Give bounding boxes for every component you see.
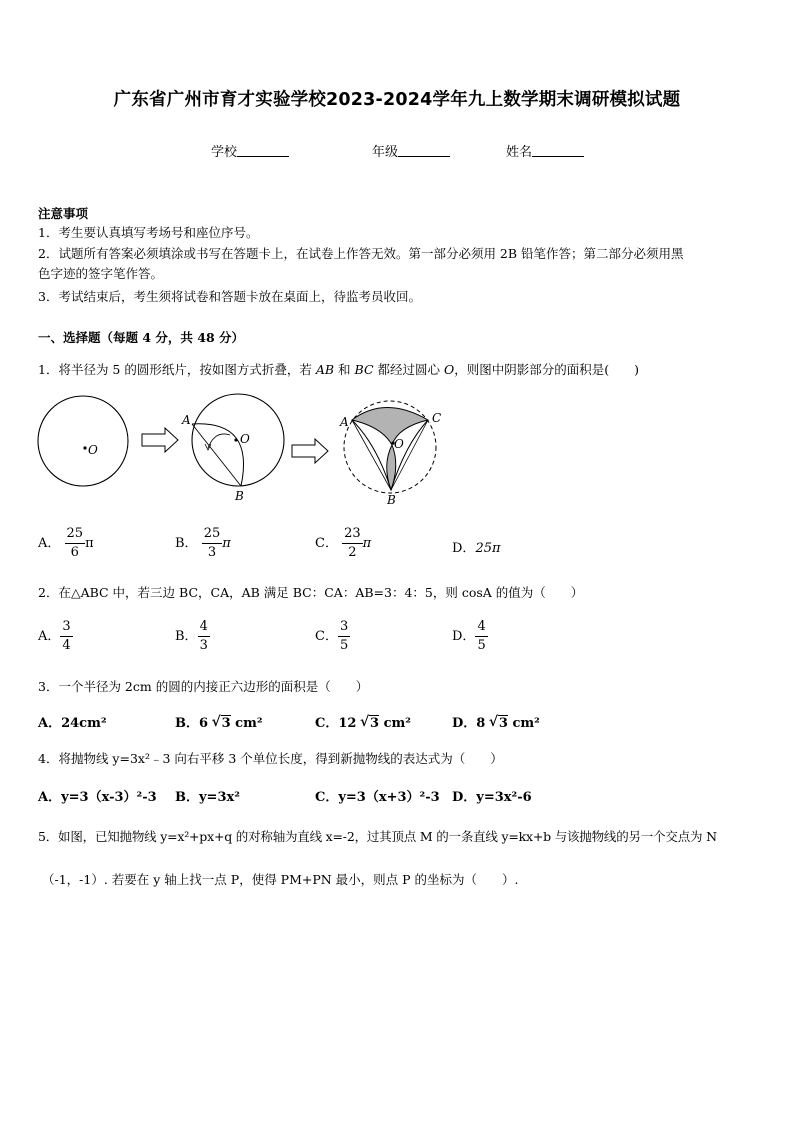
q2-option-d[interactable] <box>452 618 488 655</box>
q1-text-post: 都经过圆心 <box>377 362 441 377</box>
sqrt-symbol: √ 3 <box>490 716 508 731</box>
q5-stem-line2: （-1，-1）. 若要在 y 轴上找一点 P，使得 PM+PN 最小，则点 P 的坐标为（ ）. <box>42 872 519 887</box>
q1-option-d[interactable] <box>452 537 501 556</box>
option-coef: 8 <box>476 716 486 731</box>
option-coef: 12 <box>338 716 357 731</box>
q3-option-b[interactable] <box>175 712 263 731</box>
option-value: 24cm² <box>61 716 107 731</box>
sqrt-symbol: √ 3 <box>213 716 231 731</box>
option-label: D． <box>452 790 477 805</box>
fraction: $\frac{4}{3}$ <box>199 619 208 653</box>
fig-label-a3: A <box>340 415 349 429</box>
fig-shaded-top <box>352 408 428 446</box>
q3-option-c[interactable] <box>315 712 411 731</box>
option-value: y=3x² <box>199 790 240 805</box>
option-coef: 6 <box>199 716 209 731</box>
option-label: D． <box>452 541 476 556</box>
q1-arc-bc: BC <box>354 362 374 377</box>
fraction: $\frac{25}{6}$ <box>66 526 84 560</box>
q1-option-c[interactable] <box>315 525 371 562</box>
school-field <box>211 141 289 160</box>
fig-arrow-1 <box>142 428 178 452</box>
option-label: C． <box>315 629 338 644</box>
q1-text-end: ，则图中阴影部分的面积是( ) <box>454 362 640 377</box>
fig-label-c3: C <box>432 411 442 425</box>
option-label: D． <box>452 629 476 644</box>
q2-option-a[interactable] <box>38 618 73 655</box>
option-label: A． <box>38 790 62 805</box>
q1-arc-ab: AB <box>315 362 335 377</box>
q3-stem: 3．一个半径为 2cm 的圆的内接正六边形的面积是（ ） <box>38 679 369 694</box>
notice-item-3: 3．考试结束后，考生须将试卷和答题卡放在桌面上，待监考员收回。 <box>38 289 421 304</box>
option-label: A． <box>38 716 62 731</box>
q1-text-pre: 1．将半径为 5 的圆形纸片，按如图方式折叠，若 <box>38 362 312 377</box>
option-label: B． <box>175 536 198 551</box>
option-label: B． <box>175 716 199 731</box>
sqrt-symbol: √ 3 <box>361 716 379 731</box>
fraction: $\frac{25}{3}$ <box>203 526 221 560</box>
option-unit: cm² <box>383 716 411 731</box>
option-value: 25π <box>475 541 501 556</box>
fig-arrow-2 <box>292 439 328 463</box>
fig-fold-hint <box>208 434 230 448</box>
grade-blank <box>398 144 450 157</box>
q1-option-b[interactable] <box>175 525 231 562</box>
fig-label-b3: B <box>387 493 396 507</box>
fig-label-o2: O <box>240 432 250 446</box>
q2-option-c[interactable] <box>315 618 350 655</box>
school-label: 学校 <box>211 145 238 160</box>
option-value: y=3（x+3）²-3 <box>338 790 440 805</box>
fig-center-dot <box>83 446 86 449</box>
q1-center-label: O <box>444 362 455 377</box>
grade-field <box>372 141 450 160</box>
fig-label-b2: B <box>235 489 244 503</box>
notice-heading: 注意事项 <box>38 206 89 221</box>
option-unit: cm² <box>512 716 540 731</box>
pi-symbol: π <box>85 536 94 551</box>
grade-label: 年级 <box>372 145 399 160</box>
pi-symbol: π <box>222 536 231 551</box>
pi-symbol: π <box>362 536 372 551</box>
fraction: $\frac{3}{4}$ <box>62 619 71 653</box>
fraction: $\frac{4}{5}$ <box>477 619 486 653</box>
notice-item-2-cont: 色字迹的签字笔作答。 <box>38 266 164 281</box>
q4-option-d[interactable] <box>452 786 532 805</box>
q2-stem: 2．在△ABC 中，若三边 BC，CA，AB 满足 BC：CA：AB=3：4：5，则 cosA 的值为（ ） <box>38 585 584 600</box>
name-field <box>506 141 584 160</box>
q1-option-a[interactable] <box>38 525 94 562</box>
option-label: B． <box>175 629 198 644</box>
fig-center-dot-2 <box>234 438 237 441</box>
option-label: C． <box>315 716 339 731</box>
notice-item-2: 2．试题所有答案必须填涂或书写在答题卡上，在试卷上作答无效。第一部分必须用 2B 铅笔作答；第二部分必须用黑 <box>38 246 684 261</box>
q4-option-c[interactable] <box>315 786 440 805</box>
q3-option-d[interactable] <box>452 712 540 731</box>
name-label: 姓名 <box>506 145 533 160</box>
fraction: $\frac{23}{2}$ <box>344 526 361 560</box>
fig-circle-original <box>38 396 128 486</box>
name-blank <box>532 144 584 157</box>
q4-stem: 4．将抛物线 y=3x²﹣3 向右平移 3 个单位长度，得到新抛物线的表达式为（ ） <box>38 751 503 766</box>
q4-option-a[interactable] <box>38 786 157 805</box>
option-value: y=3x²-6 <box>476 790 532 805</box>
option-label: C． <box>315 790 339 805</box>
option-label: A． <box>38 629 61 644</box>
q2-option-b[interactable] <box>175 618 210 655</box>
option-label: D． <box>452 716 477 731</box>
fig-label-o3: O <box>394 437 404 451</box>
option-label: B． <box>175 790 199 805</box>
option-unit: cm² <box>235 716 263 731</box>
page-title: 广东省广州市育才实验学校2023-2024学年九上数学期末调研模拟试题 <box>113 90 681 110</box>
fig-chord-ab <box>192 424 241 486</box>
notice-item-1: 1．考生要认真填写考场号和座位序号。 <box>38 225 259 240</box>
q1-figure <box>30 390 450 515</box>
q3-option-a[interactable] <box>38 712 107 731</box>
q1-stem <box>38 360 639 378</box>
section-heading: 一、选择题（每题 4 分，共 48 分） <box>38 330 245 345</box>
school-blank <box>237 144 289 157</box>
q5-stem-line1: 5．如图，已知抛物线 y=x²+px+q 的对称轴为直线 x=-2，过其顶点 M 的一条直线 y=kx+b 与该抛物线的另一个交点为 N <box>38 829 717 844</box>
option-value: y=3（x-3）²-3 <box>61 790 157 805</box>
fraction: $\frac{3}{5}$ <box>339 619 349 653</box>
option-label: A． <box>38 536 61 551</box>
option-label: C． <box>315 536 338 551</box>
q4-option-b[interactable] <box>175 786 240 805</box>
fig-label-a2: A <box>182 413 191 427</box>
fig-label-o1: O <box>88 443 98 457</box>
q1-text-mid: 和 <box>338 362 351 377</box>
